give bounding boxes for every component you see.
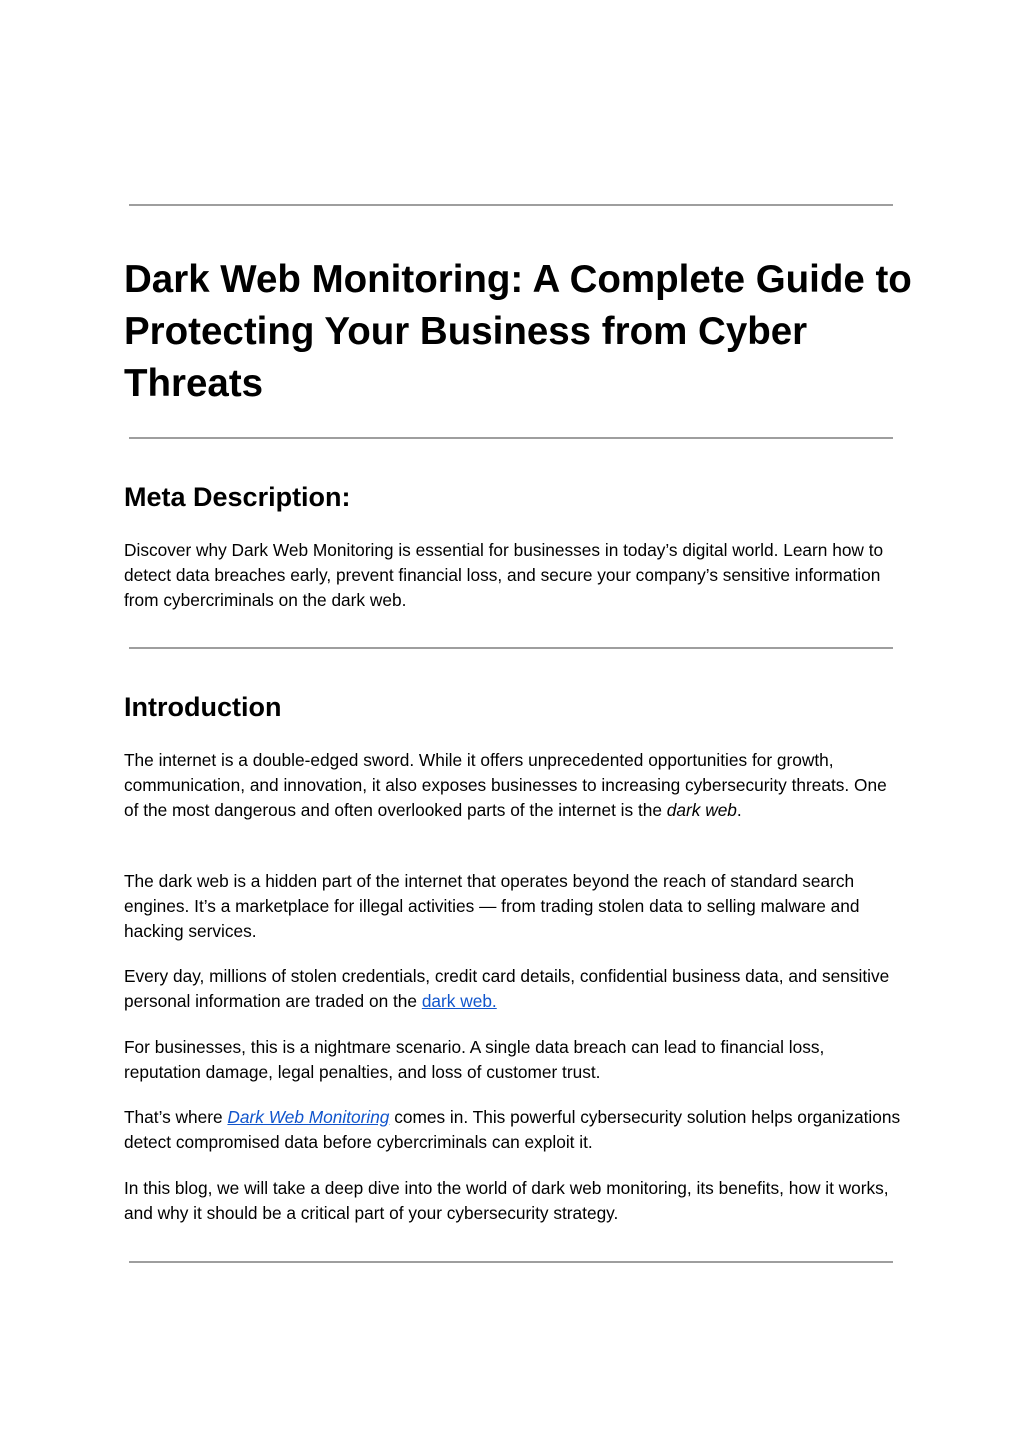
intro-paragraph-5-before: That’s where: [124, 1107, 228, 1127]
dark-web-monitoring-link[interactable]: Dark Web Monitoring: [227, 1107, 390, 1127]
intro-paragraph-3: [124, 964, 904, 1014]
meta-description-heading: Meta Description:: [124, 482, 351, 512]
intro-paragraph-4: For businesses, this is a nightmare scenario. A single data breach can lead to financial loss, reputation damage, legal penalties, and loss of customer trust.: [124, 1037, 825, 1082]
dark-web-link[interactable]: dark web.: [421, 991, 497, 1011]
intro-paragraph-1-text: The internet is a double-edged sword. While it offers unprecedented opportunities for growth, communication, and innovation, it also exposes businesses to increasing cybersecurity threats. One of the most dangerous and often overlooked parts of the internet is the: [124, 750, 887, 820]
horizontal-rule: [129, 204, 893, 206]
dark-web-emphasis: dark web: [666, 800, 737, 820]
introduction-heading: Introduction: [124, 692, 282, 722]
intro-paragraph-2: The dark web is a hidden part of the internet that operates beyond the reach of standard search engines. It’s a marketplace for illegal activities — from trading stolen data to selling malware and hacking services.: [124, 871, 860, 941]
horizontal-rule: [129, 437, 893, 439]
intro-paragraph-1: [124, 748, 904, 823]
intro-paragraph-5: [124, 1105, 904, 1155]
intro-paragraph-3-text: Every day, millions of stolen credentials, credit card details, confidential business data, and sensitive personal information are traded on the: [124, 966, 890, 1011]
horizontal-rule: [129, 647, 893, 649]
intro-paragraph-6: In this blog, we will take a deep dive into the world of dark web monitoring, its benefits, how it works, and why it should be a critical part of your cybersecurity strategy.: [124, 1178, 889, 1223]
document-title: Dark Web Monitoring: A Complete Guide to Protecting Your Business from Cyber Threats: [124, 258, 912, 405]
intro-paragraph-1-end: .: [736, 800, 742, 820]
horizontal-rule: [129, 1261, 893, 1263]
intro-paragraph-5-after: comes in. This powerful cybersecurity solution helps organizations detect compromised data before cybercriminals can exploit it.: [124, 1107, 901, 1152]
meta-description-text: Discover why Dark Web Monitoring is essential for businesses in today’s digital world. Learn how to detect data breaches early, prevent financial loss, and secure your company’s sensitive information from cybercriminals on the dark web.: [124, 540, 884, 610]
